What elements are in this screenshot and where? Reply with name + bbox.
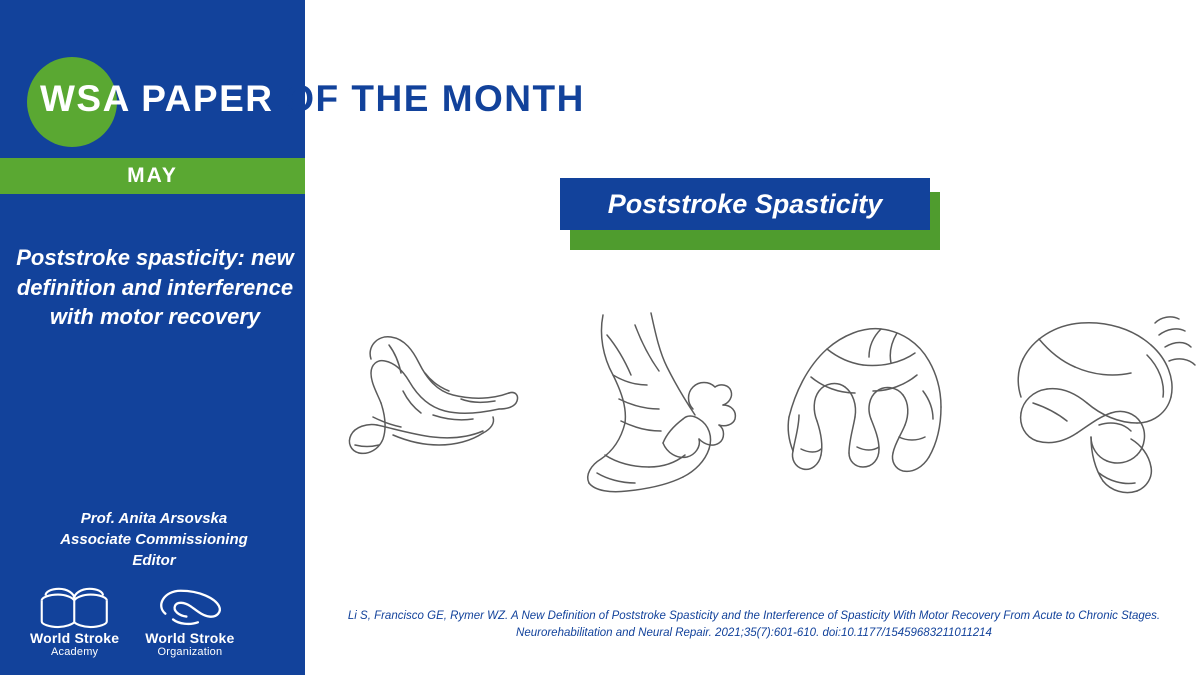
page-title — [40, 78, 585, 120]
flexed-elbow-arm-drawing — [333, 295, 543, 510]
month-badge — [0, 158, 305, 194]
open-book-icon — [36, 585, 113, 629]
flexed-knee-leg-drawing — [999, 295, 1200, 510]
editor-name: Prof. Anita Arsovska — [80, 510, 228, 527]
sidebar-paper-title: Poststroke spasticity: new definition and interference with motor recovery — [16, 245, 294, 330]
month-label: MAY — [127, 164, 178, 187]
topic-banner — [560, 178, 940, 250]
flexed-wrist-hand-drawing — [777, 295, 987, 510]
logo-academy-line-2: Academy — [51, 646, 99, 659]
page-title-wsa: WSA — [40, 78, 130, 119]
logo-academy-line-1: World Stroke — [30, 630, 120, 646]
logo-organization-line-1: World Stroke — [145, 630, 235, 646]
editor-role-line-1: Associate Commissioning — [60, 531, 248, 548]
citation-text: Li S, Francisco GE, Rymer WZ. A New Definition of Poststroke Spasticity and the Interference of Spasticity With Motor Recovery From Acute to Chronic Stages. Neurorehabilitation and Neural Repair. 2021;35(7):601-610. doi:10.1177/15459683211011214 — [347, 610, 1161, 639]
banner-blue-box — [560, 178, 930, 230]
logo-organization-line-2: Organization — [157, 646, 223, 659]
editor-role-line-2: Editor — [132, 552, 176, 569]
flexed-knee-leg-illustration — [999, 295, 1200, 510]
flexed-elbow-arm-illustration — [333, 295, 543, 510]
logo-row — [30, 585, 290, 659]
page-title-of-the-month: OF THE MONTH — [273, 78, 585, 119]
illustration-row — [315, 295, 1200, 515]
logo-world-stroke-organization — [145, 585, 234, 659]
equinovarus-foot-drawing — [555, 295, 765, 510]
page-title-paper: PAPER — [129, 78, 274, 119]
editor-credit — [8, 508, 300, 571]
banner-label: Poststroke Spasticity — [607, 188, 883, 219]
brain-swirl-icon — [152, 585, 229, 629]
equinovarus-foot-illustration — [555, 295, 765, 510]
flexed-wrist-hand-illustration — [777, 295, 987, 510]
logo-world-stroke-academy — [30, 585, 119, 659]
